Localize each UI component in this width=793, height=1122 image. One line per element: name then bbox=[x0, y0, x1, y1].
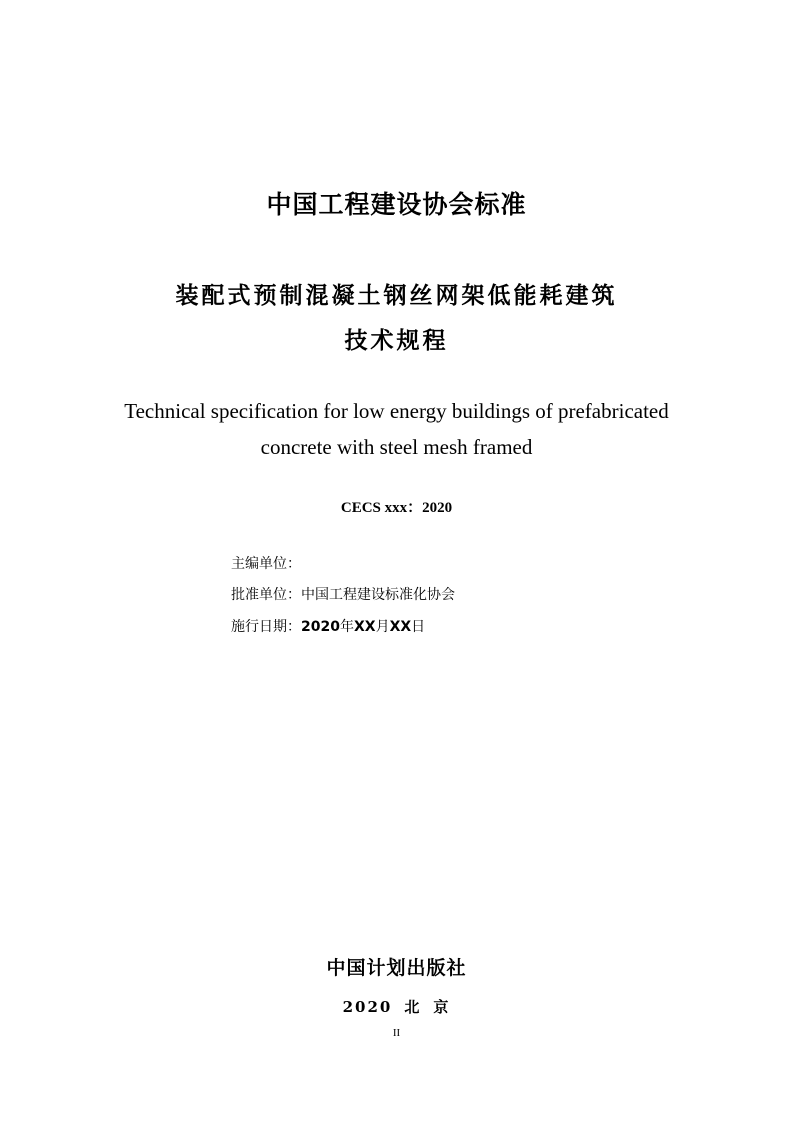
publish-city-part1: 北 bbox=[404, 998, 422, 1016]
publish-year-city bbox=[0, 996, 793, 1018]
title-chinese-line2: 技术规程 bbox=[344, 328, 449, 354]
page-number: II bbox=[392, 1027, 401, 1039]
standard-code: CECS xxx：2020 bbox=[340, 500, 453, 516]
title-english-line2: concrete with steel mesh framed bbox=[260, 435, 533, 459]
effective-year: 2020 bbox=[301, 619, 340, 635]
title-english-line1: Technical specification for low energy buildings of prefabricated bbox=[124, 399, 669, 423]
effective-date-row bbox=[231, 616, 425, 638]
approver-unit-value: 中国工程建设标准化协会 bbox=[301, 587, 455, 603]
publish-city-part2: 京 bbox=[433, 998, 451, 1016]
effective-month: XX bbox=[353, 619, 376, 635]
approver-unit-row bbox=[231, 584, 455, 606]
publisher-name: 中国计划出版社 bbox=[326, 957, 467, 979]
editor-unit-row bbox=[231, 553, 301, 575]
publish-year: 2020 bbox=[342, 998, 393, 1016]
month-unit: 月 bbox=[375, 619, 390, 635]
day-unit: 日 bbox=[411, 619, 426, 635]
approver-unit-label: 批准单位： bbox=[231, 587, 301, 603]
effective-date-label: 施行日期： bbox=[231, 619, 301, 635]
title-chinese-line1: 装配式预制混凝土钢丝网架低能耗建筑 bbox=[175, 283, 618, 309]
year-unit: 年 bbox=[339, 619, 354, 635]
org-standard-heading: 中国工程建设协会标准 bbox=[266, 190, 527, 219]
editor-unit-label: 主编单位： bbox=[231, 556, 301, 572]
effective-day: XX bbox=[389, 619, 412, 635]
